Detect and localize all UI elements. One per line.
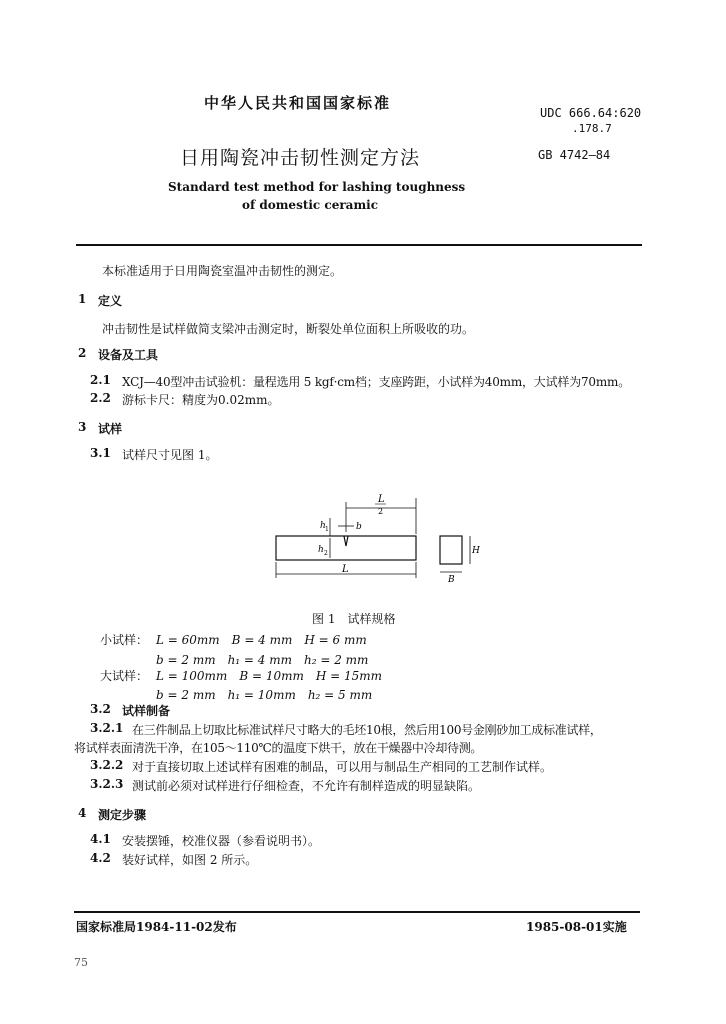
clause-3-2-title: 试样制备	[122, 704, 171, 718]
small-specimen-row2: b = 2 mm h₁ = 4 mm h₂ = 2 mm	[156, 653, 369, 667]
label-L-half-numerator: L	[378, 494, 385, 505]
label-B: B	[448, 575, 455, 585]
udc-code-continued: .178.7	[572, 122, 612, 135]
specimen-bar	[276, 536, 416, 560]
document-title-en-line1: Standard test method for lashing toughness	[168, 180, 466, 194]
document-title-cn: 日用陶瓷冲击韧性测定方法	[180, 147, 421, 169]
section-2-number: 2	[78, 346, 87, 360]
country-standard-heading: 中华人民共和国国家标准	[204, 94, 392, 112]
section-2-title: 设备及工具	[98, 348, 159, 362]
clause-2-2-text: 游标卡尺：精度为0.02mm。	[122, 393, 280, 407]
clause-3-2-3-text: 测试前必须对试样进行仔细检查，不允许有制样造成的明显缺陷。	[132, 779, 481, 793]
clause-4-1-number: 4.1	[90, 832, 111, 846]
clause-3-2-3-number: 3.2.3	[90, 777, 124, 791]
large-specimen-row2: b = 2 mm h₁ = 10mm h₂ = 5 mm	[156, 688, 373, 702]
label-H: H	[472, 546, 480, 556]
specimen-notch	[344, 536, 348, 546]
clause-4-2-number: 4.2	[90, 851, 111, 865]
document-title-en-line2: of domestic ceramic	[242, 198, 379, 212]
footer-rule	[74, 911, 640, 913]
effective-date: 1985-08-01实施	[526, 920, 627, 934]
clause-3-2-2-number: 3.2.2	[90, 758, 124, 772]
header-rule	[76, 244, 642, 246]
intro-paragraph: 本标准适用于日用陶瓷室温冲击韧性的测定。	[102, 264, 343, 278]
section-4-number: 4	[78, 806, 87, 820]
clause-3-2-1-text-cont: 将试样表面清洗干净，在105～110℃的温度下烘干，放在干燥器中冷却待测。	[74, 741, 483, 755]
clause-3-1-number: 3.1	[90, 446, 111, 460]
clause-3-2-1-text: 在三件制品上切取比标准试样尺寸略大的毛坯10根，然后用100号金刚砂加工成标准试样，	[132, 723, 602, 737]
page-number: 75	[74, 956, 88, 969]
section-3-title: 试样	[98, 422, 123, 436]
specimen-drawing-figure	[260, 488, 500, 588]
large-specimen-row1: L = 100mm B = 10mm H = 15mm	[156, 669, 383, 683]
label-h2-subscript: 2	[324, 550, 328, 557]
gb-code: GB 4742—84	[538, 148, 611, 162]
clause-2-1-text: XCJ—40型冲击试验机：量程选用 5 kgf·cm档；支座跨距，小试样为40mm，大试样为70mm。	[122, 375, 631, 389]
clause-3-1-text: 试样尺寸见图 1。	[122, 448, 218, 462]
label-L-half-denominator: 2	[378, 507, 384, 516]
label-b: b	[356, 522, 362, 532]
section-3-number: 3	[78, 420, 87, 434]
large-specimen-label: 大试样：	[100, 669, 149, 683]
small-specimen-row1: L = 60mm B = 4 mm H = 6 mm	[156, 633, 367, 647]
clause-4-2-text: 装好试样，如图 2 所示。	[122, 853, 258, 867]
clause-3-2-number: 3.2	[90, 702, 111, 716]
section-1-text: 冲击韧性是试样做简支梁冲击测定时，断裂处单位面积上所吸收的功。	[102, 322, 475, 336]
section-1-number: 1	[78, 292, 87, 306]
small-specimen-label: 小试样：	[100, 633, 149, 647]
section-1-title: 定义	[98, 294, 123, 308]
clause-3-2-1-number: 3.2.1	[90, 721, 124, 735]
clause-3-2-2-text: 对于直接切取上述试样有困难的制品，可以用与制品生产相同的工艺制作试样。	[132, 760, 553, 774]
specimen-cross-section	[440, 536, 462, 564]
figure-1-caption: 图 1 试样规格	[312, 612, 396, 626]
clause-2-1-number: 2.1	[90, 373, 111, 387]
clause-4-1-text: 安装摆锤，校准仪器（参看说明书）。	[122, 834, 321, 848]
label-h1: h	[320, 521, 326, 531]
clause-2-2-number: 2.2	[90, 391, 111, 405]
label-h2: h	[318, 545, 324, 555]
issued-by-date: 国家标准局1984-11-02发布	[76, 920, 237, 934]
label-L: L	[342, 564, 349, 575]
label-h1-subscript: 1	[325, 526, 329, 533]
section-4-title: 测定步骤	[98, 808, 147, 822]
udc-code: UDC 666.64:620	[540, 106, 642, 120]
